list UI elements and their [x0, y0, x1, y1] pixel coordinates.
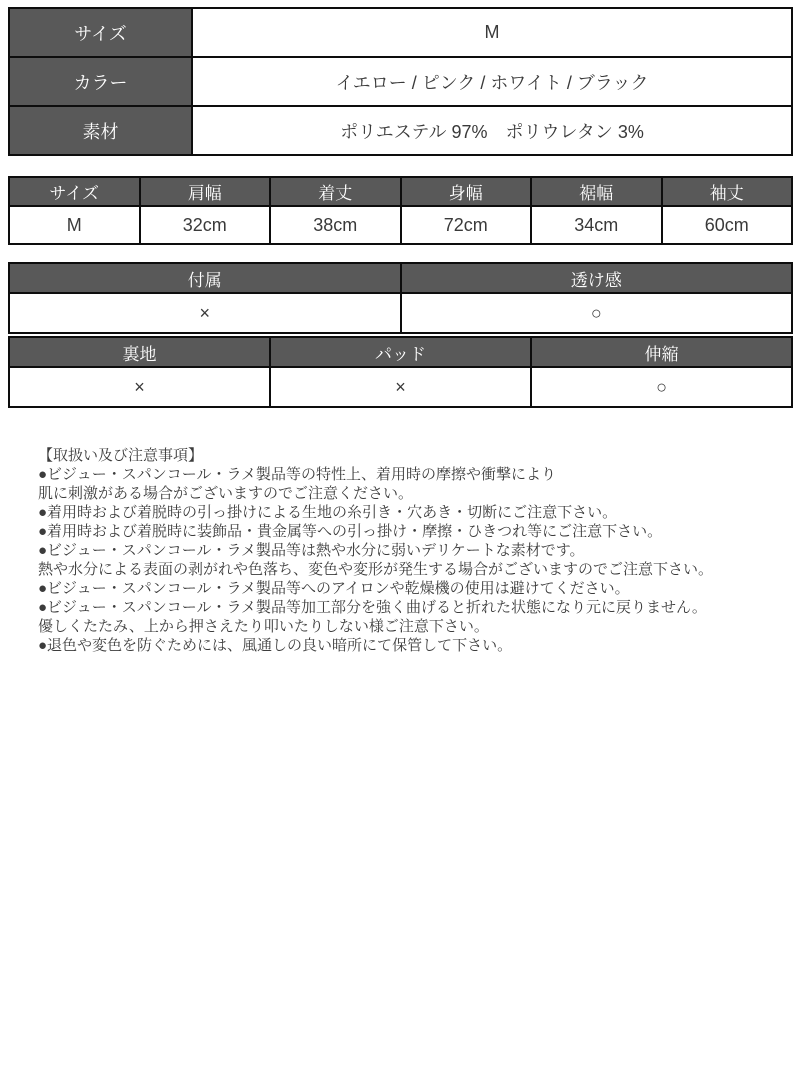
feature-value-lining: ×	[9, 367, 270, 407]
size-chart-header-shoulder: 肩幅	[140, 177, 271, 206]
feature-header-pad: パッド	[270, 337, 531, 367]
feature-table-b	[8, 336, 793, 408]
care-instruction-line: ●ビジュー・スパンコール・ラメ製品等へのアイロンや乾燥機の使用は避けてください。	[38, 580, 630, 597]
table-row	[9, 8, 792, 57]
feature-table-a	[8, 262, 793, 334]
size-chart-header-size: サイズ	[9, 177, 140, 206]
feature-value-sheerness: ○	[401, 293, 793, 333]
spec-color-label: カラー	[9, 57, 192, 106]
feature-header-sheerness: 透け感	[401, 263, 793, 293]
product-spec-sheet	[8, 0, 793, 655]
table-row	[9, 293, 792, 333]
care-instruction-line: ●ビジュー・スパンコール・ラメ製品等は熱や水分に弱いデリケートな素材です。	[38, 542, 585, 559]
size-chart-value-length: 38cm	[270, 206, 401, 244]
table-row	[9, 106, 792, 155]
feature-value-stretch: ○	[531, 367, 792, 407]
size-chart-table	[8, 176, 793, 245]
feature-header-stretch: 伸縮	[531, 337, 792, 367]
table-header-row	[9, 177, 792, 206]
care-instructions-title: 【取扱い及び注意事項】	[38, 447, 204, 464]
size-chart-value-sleeve: 60cm	[662, 206, 793, 244]
size-chart-value-shoulder: 32cm	[140, 206, 271, 244]
feature-header-lining: 裏地	[9, 337, 270, 367]
feature-header-accessory: 付属	[9, 263, 401, 293]
table-row	[9, 206, 792, 244]
spec-material-label: 素材	[9, 106, 192, 155]
size-chart-value-size: M	[9, 206, 140, 244]
care-instruction-line: 肌に刺激がある場合がございますのでご注意ください。	[38, 485, 414, 502]
care-instruction-line: ●着用時および着脱時に装飾品・貴金属等への引っ掛け・摩擦・ひきつれ等にご注意下さい。	[38, 523, 663, 540]
care-instruction-line: ●退色や変色を防ぐためには、風通しの良い暗所にて保管して下さい。	[38, 637, 513, 654]
care-instruction-line: 優しくたたみ、上から押さえたり叩いたりしない様ご注意下さい。	[38, 618, 489, 635]
table-header-row	[9, 263, 792, 293]
feature-value-accessory: ×	[9, 293, 401, 333]
feature-value-pad: ×	[270, 367, 531, 407]
size-chart-value-hem: 34cm	[531, 206, 662, 244]
table-header-row	[9, 337, 792, 367]
table-row	[9, 57, 792, 106]
size-chart-header-hem: 裾幅	[531, 177, 662, 206]
care-instruction-line: ●着用時および着脱時の引っ掛けによる生地の糸引き・穴あき・切断にご注意下さい。	[38, 504, 618, 521]
spec-size-value: M	[192, 8, 792, 57]
product-spec-table	[8, 7, 793, 156]
care-instruction-line: 熱や水分による表面の剥がれや色落ち、変色や変形が発生する場合がございますのでご注意下さい。	[38, 561, 714, 578]
size-chart-header-length: 着丈	[270, 177, 401, 206]
care-instructions	[38, 446, 773, 655]
spec-material-value: ポリエステル 97% ポリウレタン 3%	[192, 106, 792, 155]
care-instruction-line: ●ビジュー・スパンコール・ラメ製品等の特性上、着用時の摩擦や衝撃により	[38, 466, 557, 483]
size-chart-header-width: 身幅	[401, 177, 532, 206]
table-row	[9, 367, 792, 407]
spec-size-label: サイズ	[9, 8, 192, 57]
size-chart-header-sleeve: 袖丈	[662, 177, 793, 206]
size-chart-value-width: 72cm	[401, 206, 532, 244]
spec-color-value: イエロー / ピンク / ホワイト / ブラック	[192, 57, 792, 106]
care-instruction-line: ●ビジュー・スパンコール・ラメ製品等加工部分を強く曲げると折れた状態になり元に戻りません。	[38, 599, 707, 616]
